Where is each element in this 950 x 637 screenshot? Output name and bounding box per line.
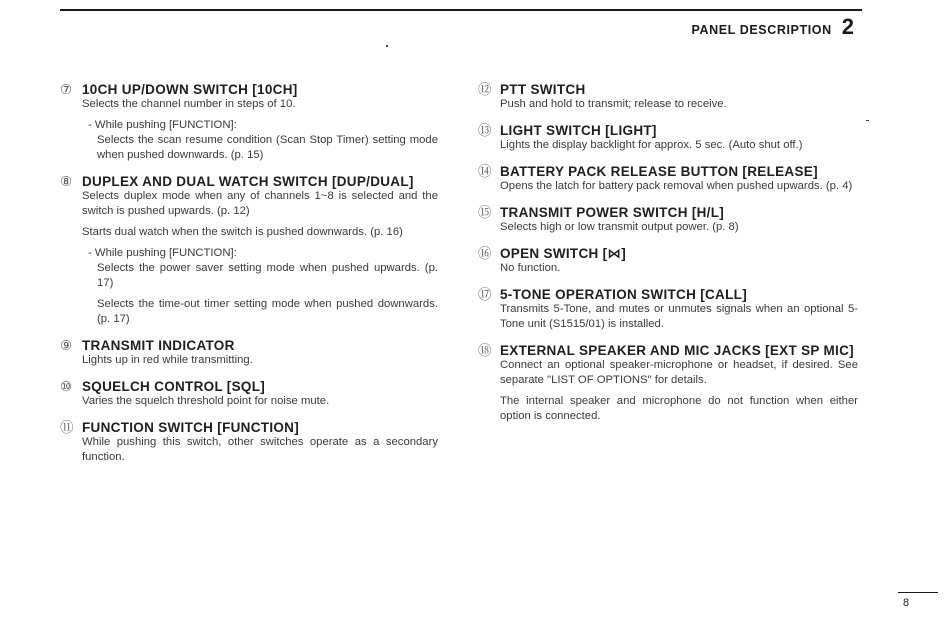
item-heading [478,205,858,220]
item-paragraph: Push and hold to transmit; release to receive. [500,98,727,110]
scan-speck [866,120,869,121]
item-title: 10CH UP/DOWN SWITCH [10CH] [82,82,298,97]
item-number: ⑨ [60,338,73,353]
item-title: 5-TONE OPERATION SWITCH [CALL] [500,287,747,302]
scan-speck [386,45,388,47]
item-body [500,261,858,276]
item-body [82,394,438,409]
item-paragraph: While pushing this switch, other switches operate as a secondary function. [82,436,438,463]
description-item [478,82,858,112]
item-heading [60,82,438,97]
description-item [478,343,858,424]
item-heading [60,379,438,394]
item-title: EXTERNAL SPEAKER AND MIC JACKS [EXT SP MIC] [500,343,854,358]
item-paragraph: Lights the display backlight for approx. 5 sec. (Auto shut off.) [500,139,803,151]
item-number: ⑧ [60,174,73,189]
item-body [82,189,438,327]
right-column [478,82,858,435]
description-item [478,205,858,235]
item-paragraph: - While pushing [FUNCTION]: [88,119,237,131]
item-paragraph: Selects the power saver setting mode when pushed upwards. (p. 17) [97,262,438,289]
left-column [60,82,438,476]
description-item [60,379,438,409]
item-number: ⑪ [60,420,74,435]
item-heading [478,164,858,179]
section-title: PANEL DESCRIPTION [691,23,832,37]
item-body [500,358,858,424]
item-number: ⑬ [478,123,492,138]
item-paragraph: Selects the channel number in steps of 10. [82,98,296,110]
item-paragraph: Connect an optional speaker-microphone or headset, if desired. See separate "LIST OF OPTIONS" for details. [500,359,858,386]
item-number: ⑯ [478,246,492,261]
item-paragraph: Transmits 5-Tone, and mutes or unmutes signals when an optional 5-Tone unit (S1515/01) is installed. [500,303,858,330]
description-item [478,164,858,194]
description-item [60,420,438,465]
item-paragraph: Opens the latch for battery pack removal when pushed upwards. (p. 4) [500,180,853,192]
item-title: TRANSMIT POWER SWITCH [H/L] [500,205,725,220]
item-body [500,179,858,194]
item-number: ⑭ [478,164,492,179]
item-title: TRANSMIT INDICATOR [82,338,235,353]
item-body [82,97,438,163]
item-heading [478,287,858,302]
item-paragraph: Selects the time-out timer setting mode when pushed downwards. (p. 17) [97,298,438,325]
item-title: LIGHT SWITCH [LIGHT] [500,123,657,138]
item-paragraph: Starts dual watch when the switch is pushed downwards. (p. 16) [82,226,403,238]
item-heading [478,82,858,97]
item-number: ⑱ [478,343,492,358]
item-paragraph: - While pushing [FUNCTION]: [88,247,237,259]
page-number: 8 [903,597,910,609]
item-paragraph: Selects duplex mode when any of channels 1~8 is selected and the switch is pushed upwards. (p. 12) [82,190,438,217]
item-heading [60,174,438,189]
description-item [60,82,438,163]
item-heading [478,343,858,358]
item-number: ⑰ [478,287,492,302]
item-title: FUNCTION SWITCH [FUNCTION] [82,420,300,435]
item-heading [60,420,438,435]
description-item [478,246,858,276]
description-item [478,123,858,153]
item-number: ⑮ [478,205,492,220]
item-body [500,220,858,235]
item-number: ⑦ [60,82,73,97]
description-item [60,174,438,327]
item-body [500,138,858,153]
item-title: OPEN SWITCH [⋈] [500,246,626,261]
item-body [500,97,858,112]
item-body [500,302,858,332]
item-body [82,353,438,368]
chapter-number: 2 [841,14,854,39]
item-body [82,435,438,465]
item-number: ⑩ [60,379,73,394]
item-title: BATTERY PACK RELEASE BUTTON [RELEASE] [500,164,818,179]
item-heading [478,246,858,261]
item-paragraph: No function. [500,262,561,274]
description-item [478,287,858,332]
item-paragraph: Lights up in red while transmitting. [82,354,253,366]
item-number: ⑫ [478,82,492,97]
description-item [60,338,438,368]
item-paragraph: Selects high or low transmit output power. (p. 8) [500,221,739,233]
item-title: PTT SWITCH [500,82,586,97]
top-rule [60,9,862,11]
item-title: SQUELCH CONTROL [SQL] [82,379,266,394]
item-paragraph: Varies the squelch threshold point for noise mute. [82,395,330,407]
item-heading [60,338,438,353]
item-paragraph: Selects the scan resume condition (Scan Stop Timer) setting mode when pushed downwards. (p. 15) [97,134,438,161]
item-paragraph: The internal speaker and microphone do not function when either option is connected. [500,395,858,422]
item-heading [478,123,858,138]
page-header [691,14,854,40]
item-title: DUPLEX AND DUAL WATCH SWITCH [DUP/DUAL] [82,174,414,189]
bottom-rule [898,592,938,593]
